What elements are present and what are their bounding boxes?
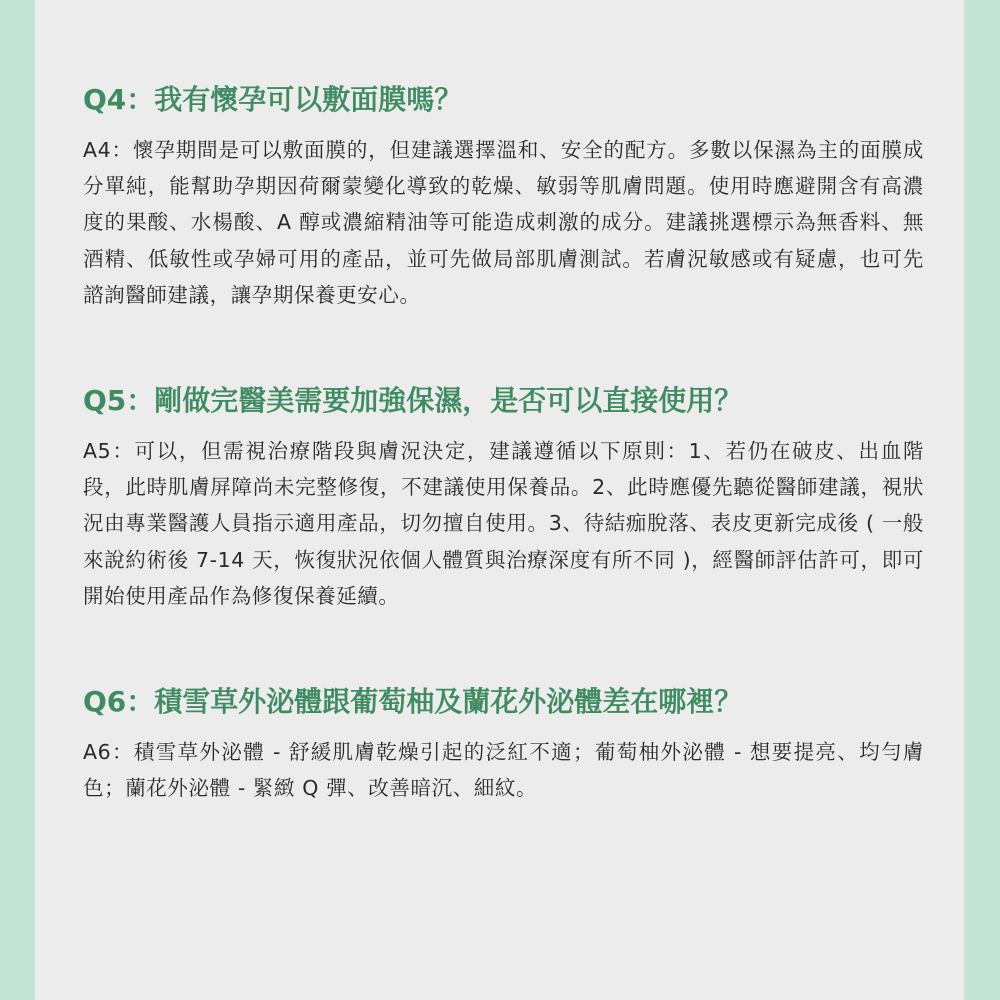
faq-item-q4 bbox=[83, 74, 924, 313]
faq-answer: A5：可以，但需視治療階段與膚況決定，建議遵循以下原則：1、若仍在破皮、出血階段，此時肌膚屏障尚未完整修復，不建議使用保養品。2、此時應優先聽從醫師建議，視狀況由專業醫護人員指示適用產品，切勿擅自使用。3、待結痂脫落、表皮更新完成後 ( 一般來說約術後 7-14 天，恢復狀況依個人體質與治療深度有所不同 )，經醫師評估許可，即可開始使用產品作為修復保養延續。 bbox=[83, 439, 924, 608]
faq-item-q5 bbox=[83, 375, 924, 614]
faq-answer: A6：積雪草外泌體 - 舒緩肌膚乾燥引起的泛紅不適；葡萄柚外泌體 - 想要提亮、均勻膚色；蘭花外泌體 - 緊緻 Q 彈、改善暗沉、細紋。 bbox=[83, 740, 924, 801]
faq-question: Q4：我有懷孕可以敷面膜嗎？ bbox=[83, 83, 463, 116]
faq-item-q6 bbox=[83, 676, 924, 806]
faq-panel bbox=[35, 0, 964, 1000]
faq-question: Q5：剛做完醫美需要加強保濕，是否可以直接使用？ bbox=[83, 384, 743, 418]
faq-answer: A4：懷孕期間是可以敷面膜的，但建議選擇溫和、安全的配方。多數以保濕為主的面膜成分單純，能幫助孕期因荷爾蒙變化導致的乾燥、敏弱等肌膚問題。使用時應避開含有高濃度的果酸、水楊酸、A 醇或濃縮精油等可能造成刺激的成分。建議挑選標示為無香料、無酒精、低敏性或孕婦可用的產品，並可先做局部肌膚測試。若膚況敏感或有疑慮，也可先諮詢醫師建議，讓孕期保養更安心。 bbox=[83, 138, 924, 307]
faq-question: Q6：積雪草外泌體跟葡萄柚及蘭花外泌體差在哪裡？ bbox=[83, 685, 743, 719]
